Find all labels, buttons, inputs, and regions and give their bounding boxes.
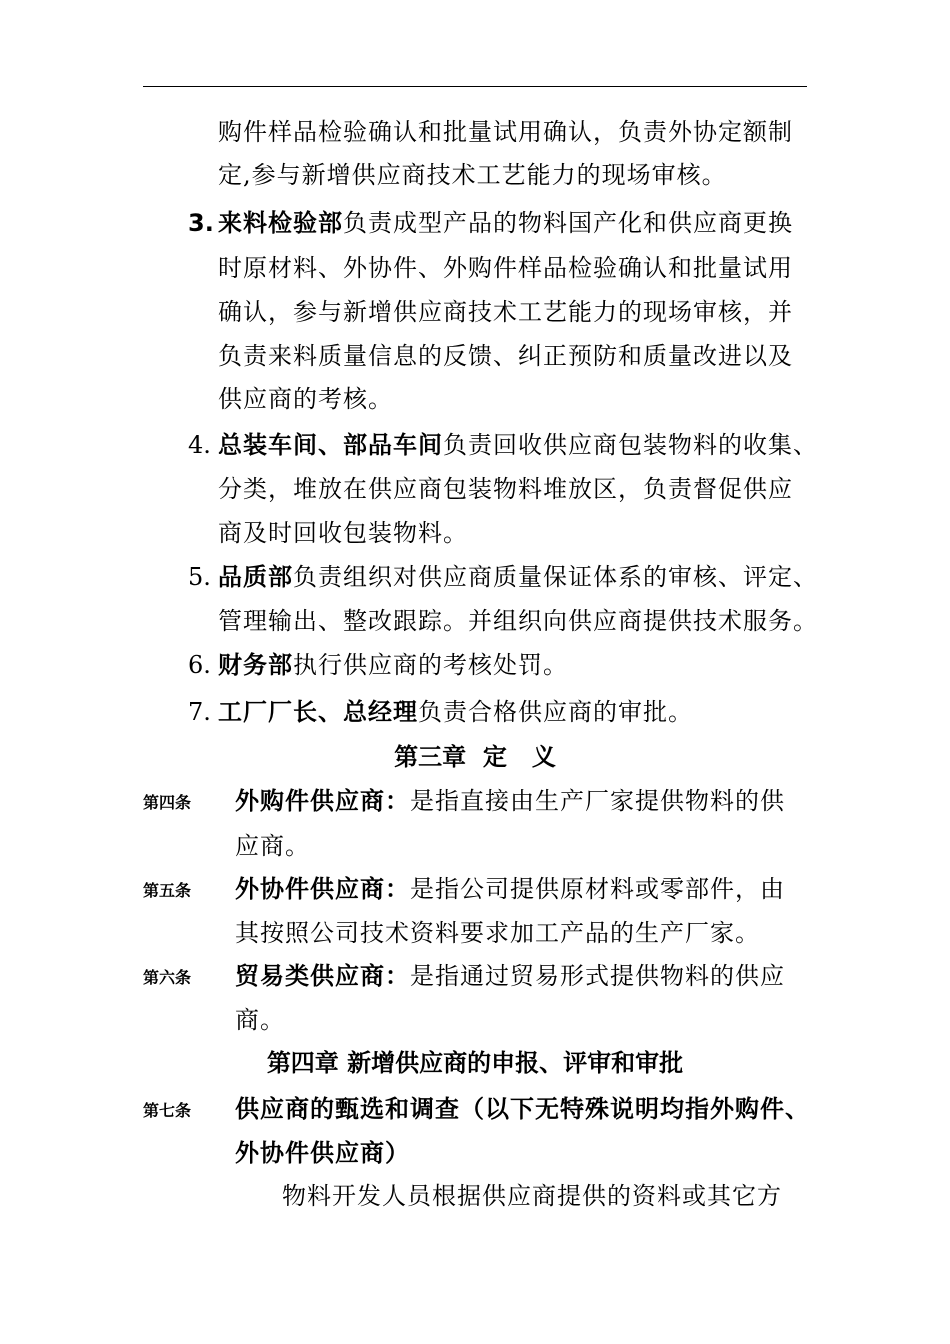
item6-department: 财务部 bbox=[218, 651, 293, 679]
item7-text: 负责合格供应商的审批。 bbox=[418, 698, 693, 726]
item6-text: 执行供应商的考核处罚。 bbox=[293, 651, 568, 679]
item2-continuation-line2: 定,参与新增供应商技术工艺能力的现场审核。 bbox=[218, 161, 727, 189]
item5-text: 负责组织对供应商质量保证体系的审核、评定、 bbox=[293, 563, 818, 591]
item7-department: 工厂厂长、总经理 bbox=[218, 698, 418, 726]
article7-paragraph-line1: 物料开发人员根据供应商提供的资料或其它方 bbox=[282, 1182, 782, 1210]
chapter3-heading: 第三章 定 义 bbox=[394, 743, 556, 771]
article5-term: 外协件供应商： bbox=[235, 875, 410, 903]
article4-text: 是指直接由生产厂家提供物料的供 bbox=[410, 787, 785, 815]
item4-line3: 商及时回收包装物料。 bbox=[218, 519, 468, 547]
item3-line1 bbox=[218, 208, 793, 238]
item4-text: 负责回收供应商包装物料的收集、 bbox=[443, 431, 818, 459]
article4-line1 bbox=[235, 786, 785, 816]
item5-line2: 管理输出、整改跟踪。并组织向供应商提供技术服务。 bbox=[218, 607, 818, 635]
item6-line1 bbox=[218, 650, 568, 680]
item4-line2: 分类，堆放在供应商包装物料堆放区，负责督促供应 bbox=[218, 475, 793, 503]
article6-line2: 商。 bbox=[235, 1006, 285, 1034]
article6-label: 第六条 bbox=[143, 968, 192, 987]
article5-line2: 其按照公司技术资料要求加工产品的生产厂家。 bbox=[235, 919, 760, 947]
article4-line2: 应商。 bbox=[235, 832, 310, 860]
item3-line3: 确认，参与新增供应商技术工艺能力的现场审核，并 bbox=[218, 298, 793, 326]
article6-text: 是指通过贸易形式提供物料的供应 bbox=[410, 962, 785, 990]
article7-title-line1: 供应商的甄选和调查（以下无特殊说明均指外购件、 bbox=[235, 1095, 810, 1123]
item3-line4: 负责来料质量信息的反馈、纠正预防和质量改进以及 bbox=[218, 342, 793, 370]
article6-term: 贸易类供应商： bbox=[235, 962, 410, 990]
article5-label: 第五条 bbox=[143, 881, 192, 900]
item5-number: 5. bbox=[188, 563, 211, 591]
item2-continuation-line1: 购件样品检验确认和批量试用确认，负责外协定额制 bbox=[218, 118, 793, 146]
article6-line1 bbox=[235, 961, 785, 991]
article5-line1 bbox=[235, 874, 785, 904]
item4-line1 bbox=[218, 430, 818, 460]
item3-number: 3. bbox=[188, 209, 214, 237]
item4-department: 总装车间、部品车间 bbox=[218, 431, 443, 459]
item4-number: 4. bbox=[188, 431, 211, 459]
item6-number: 6. bbox=[188, 651, 211, 679]
item3-text: 负责成型产品的物料国产化和供应商更换 bbox=[343, 209, 793, 237]
article4-label: 第四条 bbox=[143, 793, 192, 812]
item5-line1 bbox=[218, 562, 818, 592]
chapter4-heading: 第四章 新增供应商的申报、评审和审批 bbox=[266, 1049, 684, 1077]
item3-department: 来料检验部 bbox=[218, 209, 343, 237]
article7-label: 第七条 bbox=[143, 1101, 192, 1120]
article4-term: 外购件供应商： bbox=[235, 787, 410, 815]
item3-line5: 供应商的考核。 bbox=[218, 385, 393, 413]
item7-number: 7. bbox=[188, 698, 211, 726]
item7-line1 bbox=[218, 697, 693, 727]
item3-line2: 时原材料、外协件、外购件样品检验确认和批量试用 bbox=[218, 254, 793, 282]
article7-title-line2: 外协件供应商） bbox=[235, 1139, 410, 1167]
header-rule bbox=[143, 86, 807, 87]
item5-department: 品质部 bbox=[218, 563, 293, 591]
article5-text: 是指公司提供原材料或零部件，由 bbox=[410, 875, 785, 903]
